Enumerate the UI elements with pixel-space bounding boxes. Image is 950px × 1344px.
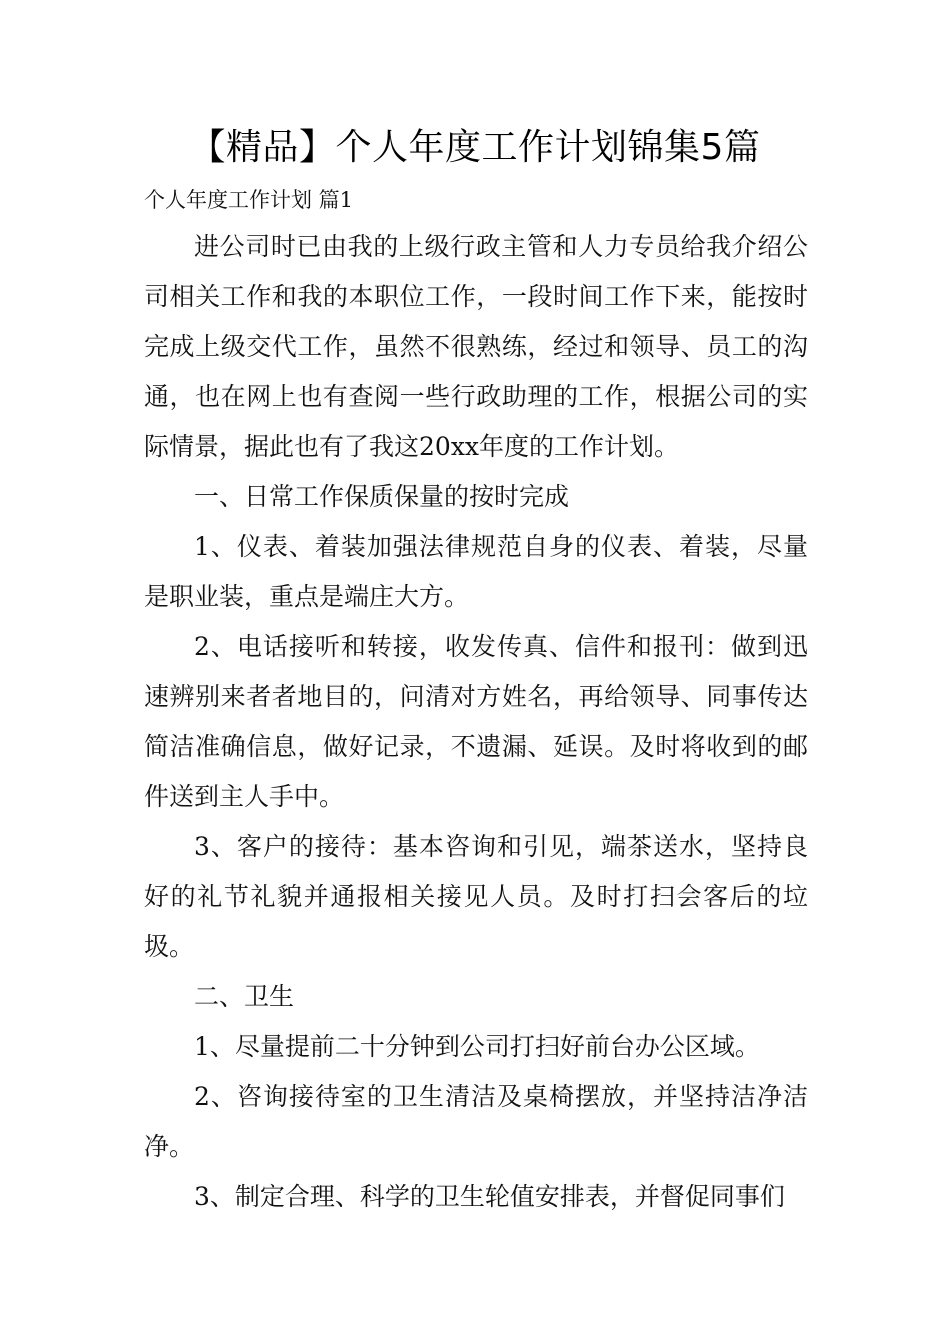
paragraph-item-reception: 3、客户的接待：基本咨询和引见，端茶送水，坚持良好的礼节礼貌并通报相关接见人员。及时打扫会客后的垃圾。 [144,832,808,961]
document-title: 【精品】个人年度工作计划锦集5篇 [189,127,761,168]
document-body [144,222,808,1222]
paragraph-item-reception-room: 2、咨询接待室的卫生清洁及桌椅摆放，并坚持洁净洁净。 [144,1082,808,1161]
paragraph-item-duty-roster: 3、制定合理、科学的卫生轮值安排表，并督促同事们 [194,1182,785,1211]
paragraph-section-2-heading: 二、卫生 [194,982,295,1011]
paragraph-item-early-cleaning: 1、尽量提前二十分钟到公司打扫好前台办公区域。 [194,1032,760,1061]
paragraph-section-1-heading: 一、日常工作保质保量的按时完成 [194,482,570,511]
paragraph-item-appearance: 1、仪表、着装加强法律规范自身的仪表、着装，尽量是职业装，重点是端庄大方。 [144,532,808,611]
section-heading: 个人年度工作计划 篇1 [144,188,354,212]
paragraph-intro: 进公司时已由我的上级行政主管和人力专员给我介绍公司相关工作和我的本职位工作，一段时间工作下来，能按时完成上级交代工作，虽然不很熟练，经过和领导、员工的沟通，也在网上也有查阅一些行政助理的工作，根据公司的实际情景，据此也有了我这20xx年度的工作计划。 [144,232,808,461]
paragraph-item-phone: 2、电话接听和转接，收发传真、信件和报刊：做到迅速辨别来者者地目的，问清对方姓名，再给领导、同事传达简洁准确信息，做好记录，不遗漏、延误。及时将收到的邮件送到主人手中。 [144,632,808,811]
